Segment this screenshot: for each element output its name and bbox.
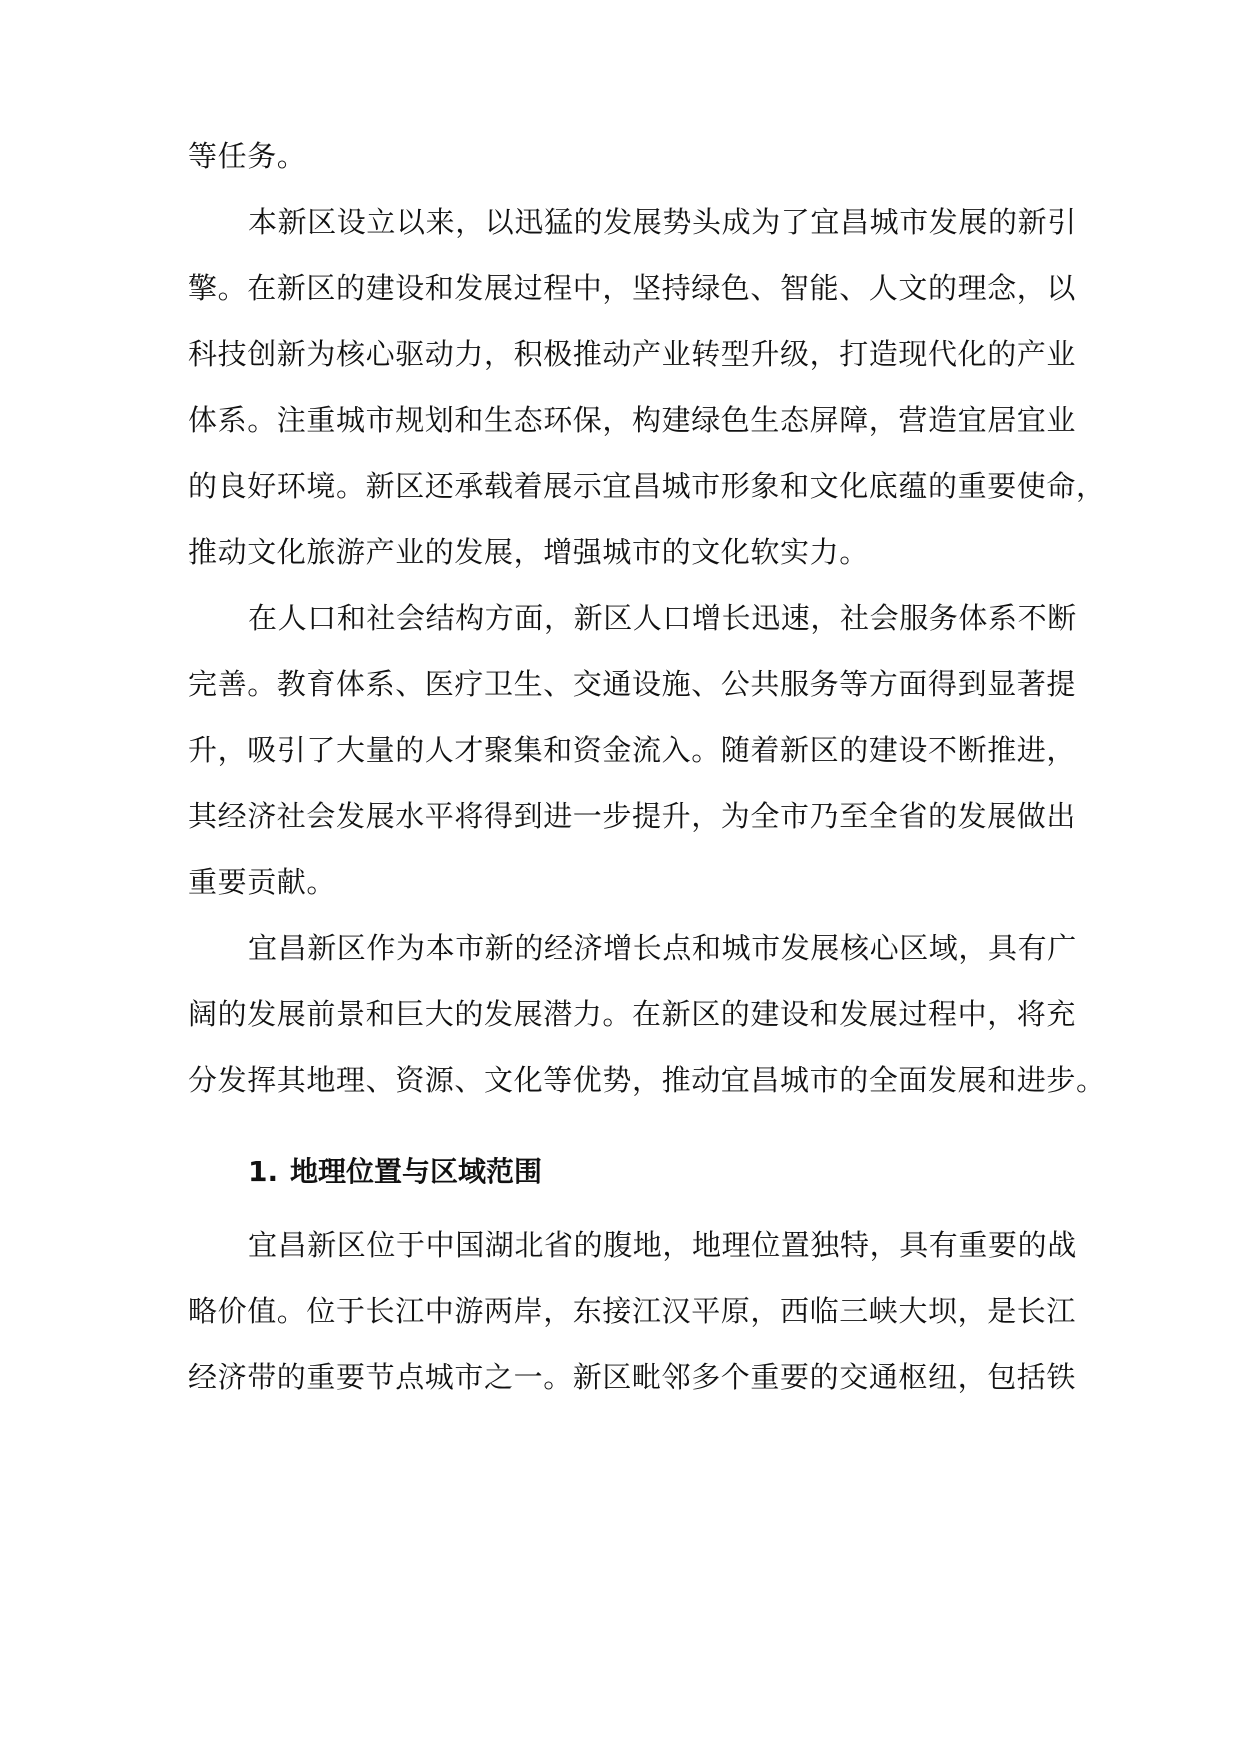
paragraph-line: 本新区设立以来，以迅猛的发展势头成为了宜昌城市发展的新引: [248, 205, 1077, 239]
paragraph-line: 经济带的重要节点城市之一。新区毗邻多个重要的交通枢纽，包括铁: [188, 1360, 1077, 1394]
paragraph-line: 擎。在新区的建设和发展过程中，坚持绿色、智能、人文的理念，以: [188, 271, 1077, 305]
paragraph-line: 科技创新为核心驱动力，积极推动产业转型升级，打造现代化的产业: [188, 337, 1077, 371]
paragraph-line: 分发挥其地理、资源、文化等优势，推动宜昌城市的全面发展和进步。: [188, 1063, 1106, 1097]
paragraph-line: 等任务。: [188, 139, 307, 173]
paragraph-line: 体系。注重城市规划和生态环保，构建绿色生态屏障，营造宜居宜业: [188, 403, 1077, 437]
section-number: 1.: [248, 1155, 279, 1188]
section-heading: [248, 1153, 542, 1191]
paragraph-line: 略价值。位于长江中游两岸，东接江汉平原，西临三峡大坝，是长江: [188, 1294, 1077, 1328]
paragraph-line: 在人口和社会结构方面，新区人口增长迅速，社会服务体系不断: [248, 601, 1077, 635]
paragraph-line: 推动文化旅游产业的发展，增强城市的文化软实力。: [188, 535, 869, 569]
section-title: 地理位置与区域范围: [290, 1155, 543, 1188]
paragraph-line: 宜昌新区作为本市新的经济增长点和城市发展核心区域，具有广: [248, 931, 1077, 965]
paragraph-line: 阔的发展前景和巨大的发展潜力。在新区的建设和发展过程中，将充: [188, 997, 1077, 1031]
paragraph-line: 的良好环境。新区还承载着展示宜昌城市形象和文化底蕴的重要使命，: [188, 469, 1106, 503]
paragraph-line: 宜昌新区位于中国湖北省的腹地，地理位置独特，具有重要的战: [248, 1228, 1077, 1262]
paragraph-line: 完善。教育体系、医疗卫生、交通设施、公共服务等方面得到显著提: [188, 667, 1077, 701]
paragraph-line: 重要贡献。: [188, 865, 337, 899]
paragraph-line: 其经济社会发展水平将得到进一步提升，为全市乃至全省的发展做出: [188, 799, 1077, 833]
paragraph-line: 升，吸引了大量的人才聚集和资金流入。随着新区的建设不断推进，: [188, 733, 1077, 767]
